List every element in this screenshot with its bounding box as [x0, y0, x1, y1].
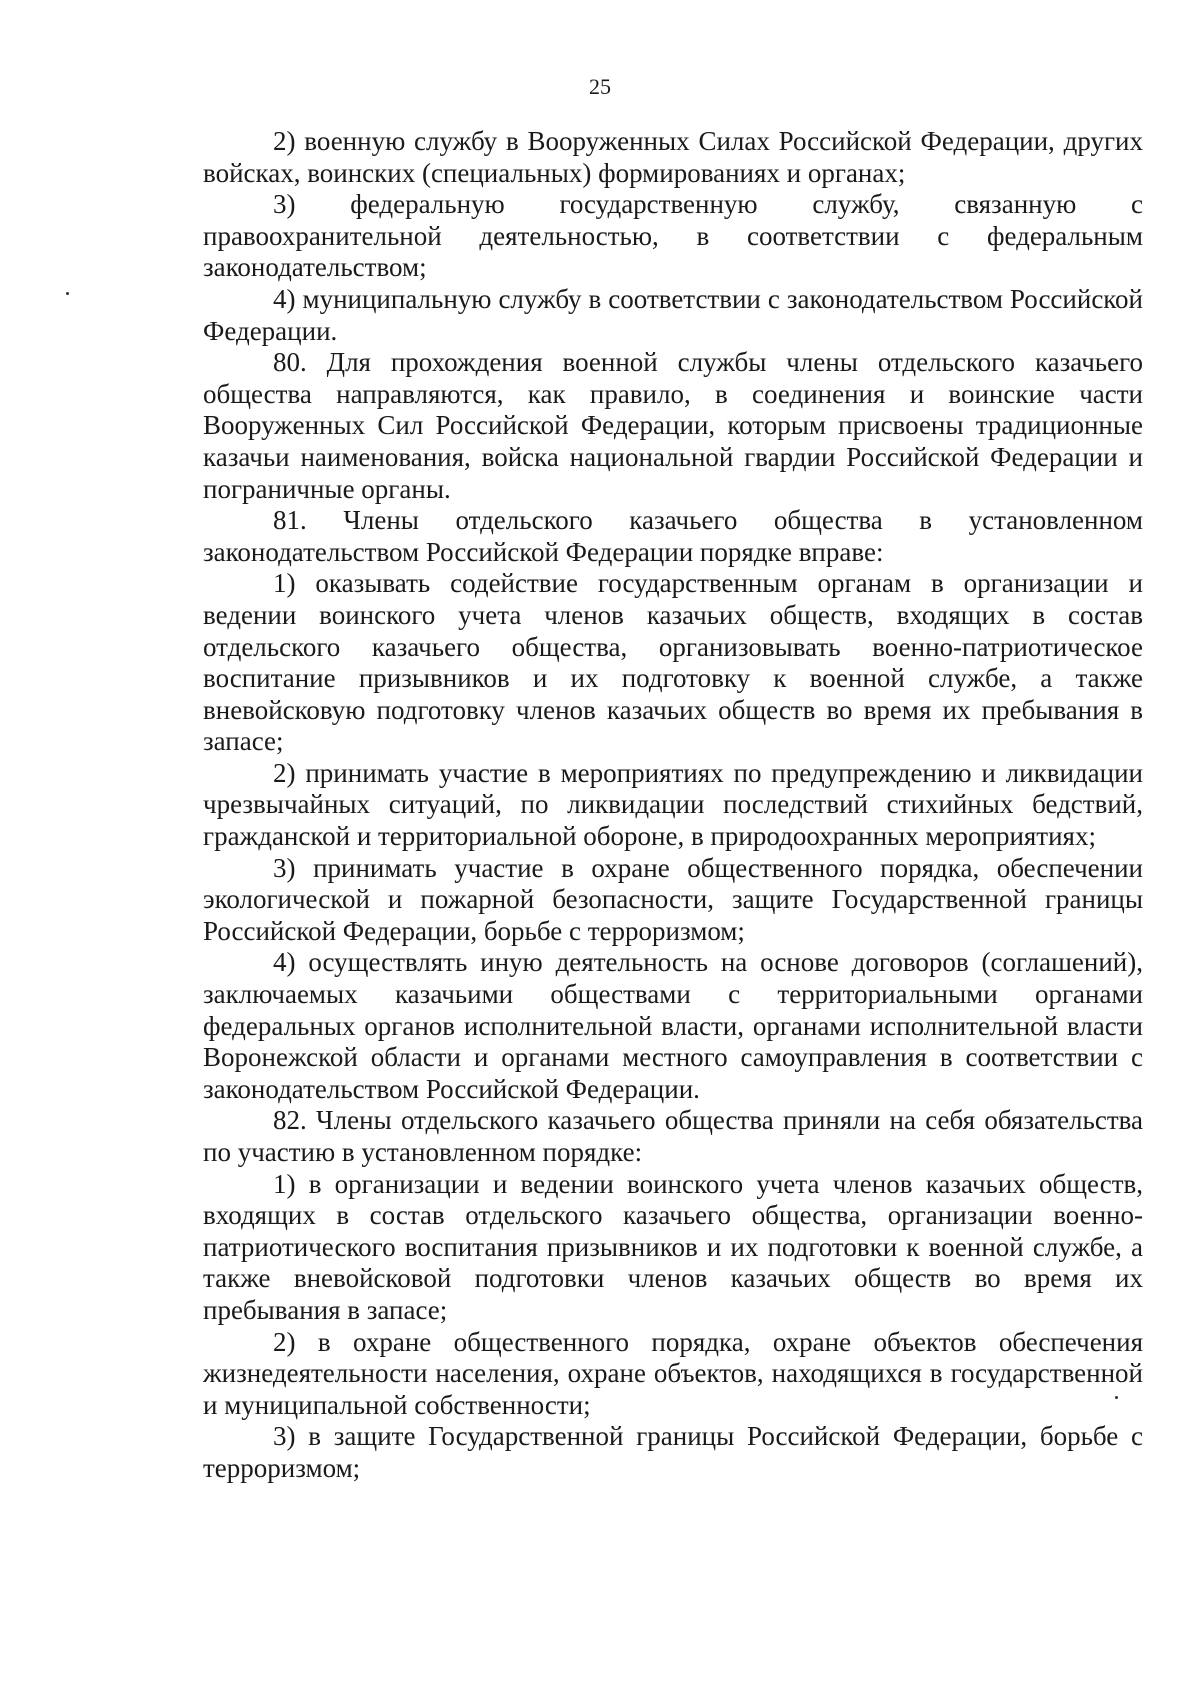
paragraph-81-item-1: 1) оказывать содействие государственным органам в организации и ведении воинского учета членов казачьих обществ, входящих в состав отдельского казачьего общества, организовывать военно-патриотическое воспитание призывников и их подготовку к военной службе, а также вневойсковую подготовку членов казачьих обществ во время их пребывания в запасе; [203, 568, 1143, 757]
paragraph-municipal-service: 4) муниципальную службу в соответствии с законодательством Российской Федерации. [203, 283, 1143, 346]
paragraph-military-service: 2) военную службу в Вооруженных Силах Российской Федерации, других войсках, воинских (специальных) формированиях и органах; [203, 126, 1143, 188]
paragraph-82: 82. Члены отдельского казачьего общества приняли на себя обязательства по участию в установленном порядке: [203, 1105, 1143, 1167]
paragraph-82-item-2: 2) в охране общественного порядка, охране объектов обеспечения жизнедеятельности населения, охране объектов, находящихся в государственной и муниципальной собственности; [203, 1326, 1143, 1420]
paragraph-81: 81. Члены отдельского казачьего общества в установленном законодательством Российской Федерации порядке вправе: [203, 505, 1143, 567]
paragraph-81-item-4: 4) осуществлять иную деятельность на основе договоров (соглашений), заключаемых казачьими обществами с территориальными органами федеральных органов исполнительной власти, органами исполнительной власти Воронежской области и органами местного самоуправления в соответствии с законодательством Российской Федерации. [203, 947, 1143, 1104]
scan-speck-right [1115, 1396, 1118, 1399]
paragraph-82-item-1: 1) в организации и ведении воинского учета членов казачьих обществ, входящих в состав отдельского казачьего общества, организации военно-патриотического воспитания призывников и их подготовки к военной службе, а также вневойсковой подготовки членов казачьих обществ во время их пребывания в запасе; [203, 1168, 1143, 1325]
scan-speck-left [66, 292, 69, 295]
paragraph-federal-service: 3) федеральную государственную службу, связанную с правоохранительной деятельностью, в соответствии с федеральным законодательством; [203, 189, 1143, 283]
document-body [203, 126, 1143, 1485]
paragraph-81-item-3: 3) принимать участие в охране общественного порядка, обеспечении экологической и пожарной безопасности, защите Государственной границы Российской Федерации, борьбе с терроризмом; [203, 852, 1143, 946]
paragraph-80: 80. Для прохождения военной службы члены отдельского казачьего общества направляются, как правило, в соединения и воинские части Вооруженных Сил Российской Федерации, которым присвоены традиционные казачьи наименования, войска национальной гвардии Российской Федерации и пограничные органы. [203, 347, 1143, 504]
page-number: 25 [589, 74, 611, 99]
paragraph-82-item-3: 3) в защите Государственной границы Российской Федерации, борьбе с терроризмом; [203, 1421, 1143, 1483]
paragraph-81-item-2: 2) принимать участие в мероприятиях по предупреждению и ликвидации чрезвычайных ситуаций, по ликвидации последствий стихийных бедствий, гражданской и территориальной обороне, в природоохранных мероприятиях; [203, 757, 1143, 852]
